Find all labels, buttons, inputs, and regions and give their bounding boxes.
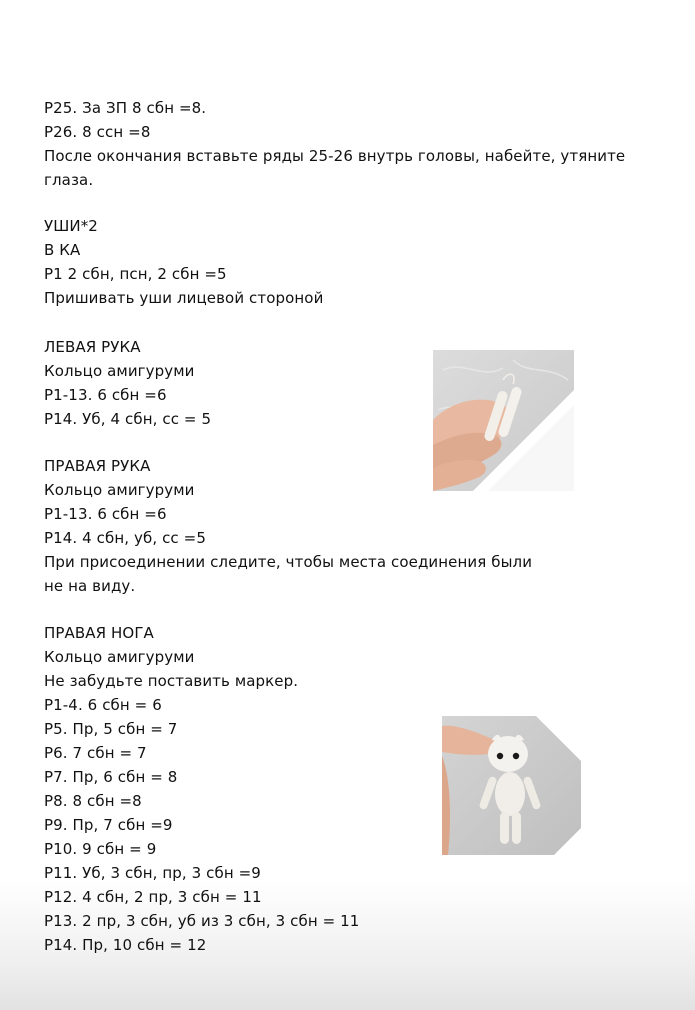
marker-note: Не забудьте поставить маркер.: [44, 672, 299, 690]
right-leg-row-12: Р12. 4 сбн, 2 пр, 3 сбн = 11: [44, 888, 262, 906]
head-finish-instruction-cont: глаза.: [44, 171, 94, 189]
right-leg-row-11: Р11. Уб, 3 сбн, пр, 3 сбн =9: [44, 864, 261, 882]
left-arm-row-14: Р14. Уб, 4 сбн, сс = 5: [44, 410, 212, 428]
row-26: Р26. 8 ссн =8: [44, 123, 151, 141]
hand-holding-crocheted-arms-icon: [433, 350, 574, 491]
right-leg-row-8: Р8. 8 сбн =8: [44, 792, 142, 810]
section-heading-right-arm: ПРАВАЯ РУКА: [44, 457, 151, 475]
section-heading-right-leg: ПРАВАЯ НОГА: [44, 624, 154, 642]
right-arm-row-14: Р14. 4 сбн, уб, сс =5: [44, 529, 206, 547]
head-finish-instruction: После окончания вставьте ряды 25-26 внутрь головы, набейте, утяните: [44, 147, 626, 165]
right-leg-start: Кольцо амигуруми: [44, 648, 195, 666]
ears-start: В КА: [44, 241, 81, 259]
left-arm-start: Кольцо амигуруми: [44, 362, 195, 380]
right-leg-row-5: Р5. Пр, 5 сбн = 7: [44, 720, 178, 738]
row-25: Р25. За ЗП 8 сбн =8.: [44, 99, 207, 117]
arm-attach-note: При присоединении следите, чтобы места соединения были: [44, 553, 533, 571]
hand-holding-amigurumi-doll-icon: [442, 716, 581, 855]
right-leg-row-14: Р14. Пр, 10 сбн = 12: [44, 936, 207, 954]
right-leg-rows-1-4: Р1-4. 6 сбн = 6: [44, 696, 162, 714]
arms-photo: [433, 350, 574, 491]
arm-attach-note-cont: не на виду.: [44, 577, 136, 595]
ears-sewing-note: Пришивать уши лицевой стороной: [44, 289, 324, 307]
right-leg-row-10: Р10. 9 сбн = 9: [44, 840, 157, 858]
ears-row-1: Р1 2 сбн, псн, 2 сбн =5: [44, 265, 227, 283]
right-leg-row-13: Р13. 2 пр, 3 сбн, уб из 3 сбн, 3 сбн = 11: [44, 912, 360, 930]
right-leg-row-7: Р7. Пр, 6 сбн = 8: [44, 768, 178, 786]
doll-photo: [442, 716, 581, 855]
right-leg-row-6: Р6. 7 сбн = 7: [44, 744, 147, 762]
right-leg-row-9: Р9. Пр, 7 сбн =9: [44, 816, 173, 834]
section-heading-ears: УШИ*2: [44, 217, 98, 235]
section-heading-left-arm: ЛЕВАЯ РУКА: [44, 338, 141, 356]
left-arm-rows-1-13: Р1-13. 6 сбн =6: [44, 386, 167, 404]
right-arm-rows-1-13: Р1-13. 6 сбн =6: [44, 505, 167, 523]
right-arm-start: Кольцо амигуруми: [44, 481, 195, 499]
